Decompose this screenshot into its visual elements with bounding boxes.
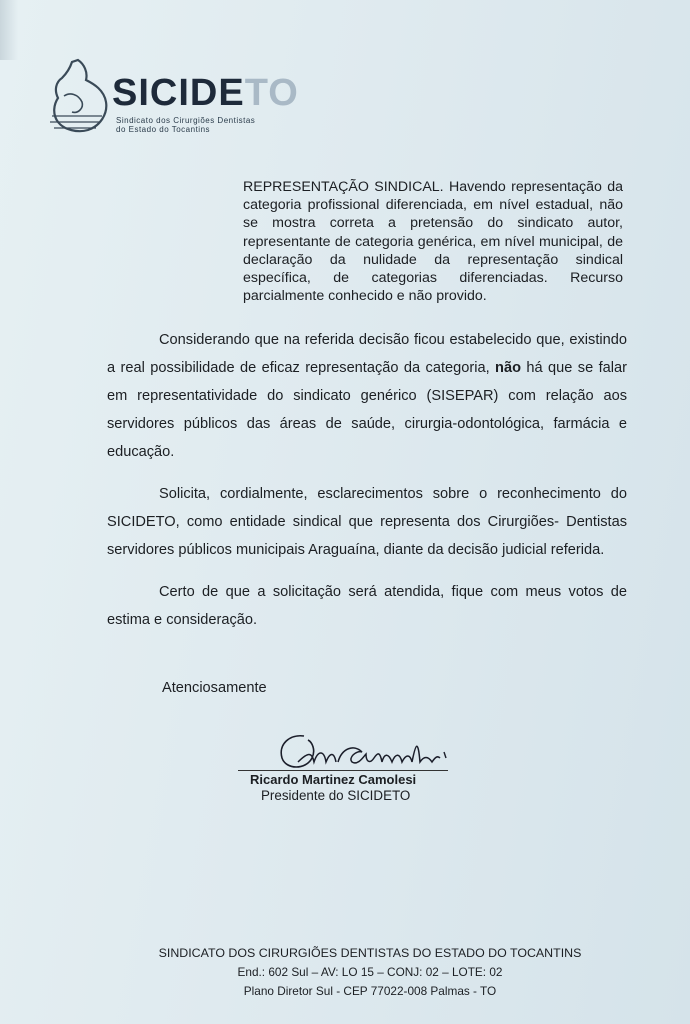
footer-city: Plano Diretor Sul - CEP 77022-008 Palmas - TO (243, 984, 497, 998)
sicideto-logo (48, 56, 308, 136)
closing-salutation: Atenciosamente (162, 680, 267, 696)
footer-organization: SINDICATO DOS CIRURGIÕES DENTISTAS DO ESTADO DO TOCANTINS (158, 946, 582, 960)
paragraph-solicita: Solicita, cordialmente, esclarecimentos sobre o reconhecimento do SICIDETO, como entidade sindical que representa dos Cirurgiões- Dentistas servidores públicos municipais Araguaína, diante da decisão judicial referida. (107, 486, 627, 558)
footer-address: End.: 602 Sul – AV: LO 15 – CONJ: 02 – LOTE: 02 (237, 965, 503, 979)
signer-name: Ricardo Martinez Camolesi (250, 772, 417, 787)
letter-footer (140, 944, 600, 1001)
tocantins-map-icon (48, 56, 110, 134)
signature-line (238, 770, 448, 771)
signer-title: Presidente do SICIDETO (261, 788, 411, 803)
page-fold-shadow (0, 0, 18, 60)
paragraph-certo: Certo de que a solicitação será atendida, fique com meus votos de estima e consideração. (107, 584, 627, 628)
logo-wordmark: SICIDETO (112, 72, 299, 114)
logo-subtitle: Sindicato dos Cirurgiões Dentistas do Estado do Tocantins (116, 116, 256, 134)
court-decision-quote: REPRESENTAÇÃO SINDICAL. Havendo representação da categoria profissional diferenciada, em nível estadual, não se mostra correta a pretensão do sindicato autor, representante de categoria genérica, em nível municipal, de declaração da nulidade da representação sindical específica, de categorias diferenciadas. Recurso parcialmente conhecido e não provido. (243, 179, 623, 305)
paragraph-considerando: Considerando que na referida decisão ficou estabelecido que, existindo a real possibilidade de eficaz representação da categoria, não há que se falar em representatividade do sindicato genérico (SISEPAR) com relação aos servidores públicos das áreas de saúde, cirurgia-odontológica, farmácia e educação. (107, 332, 627, 460)
